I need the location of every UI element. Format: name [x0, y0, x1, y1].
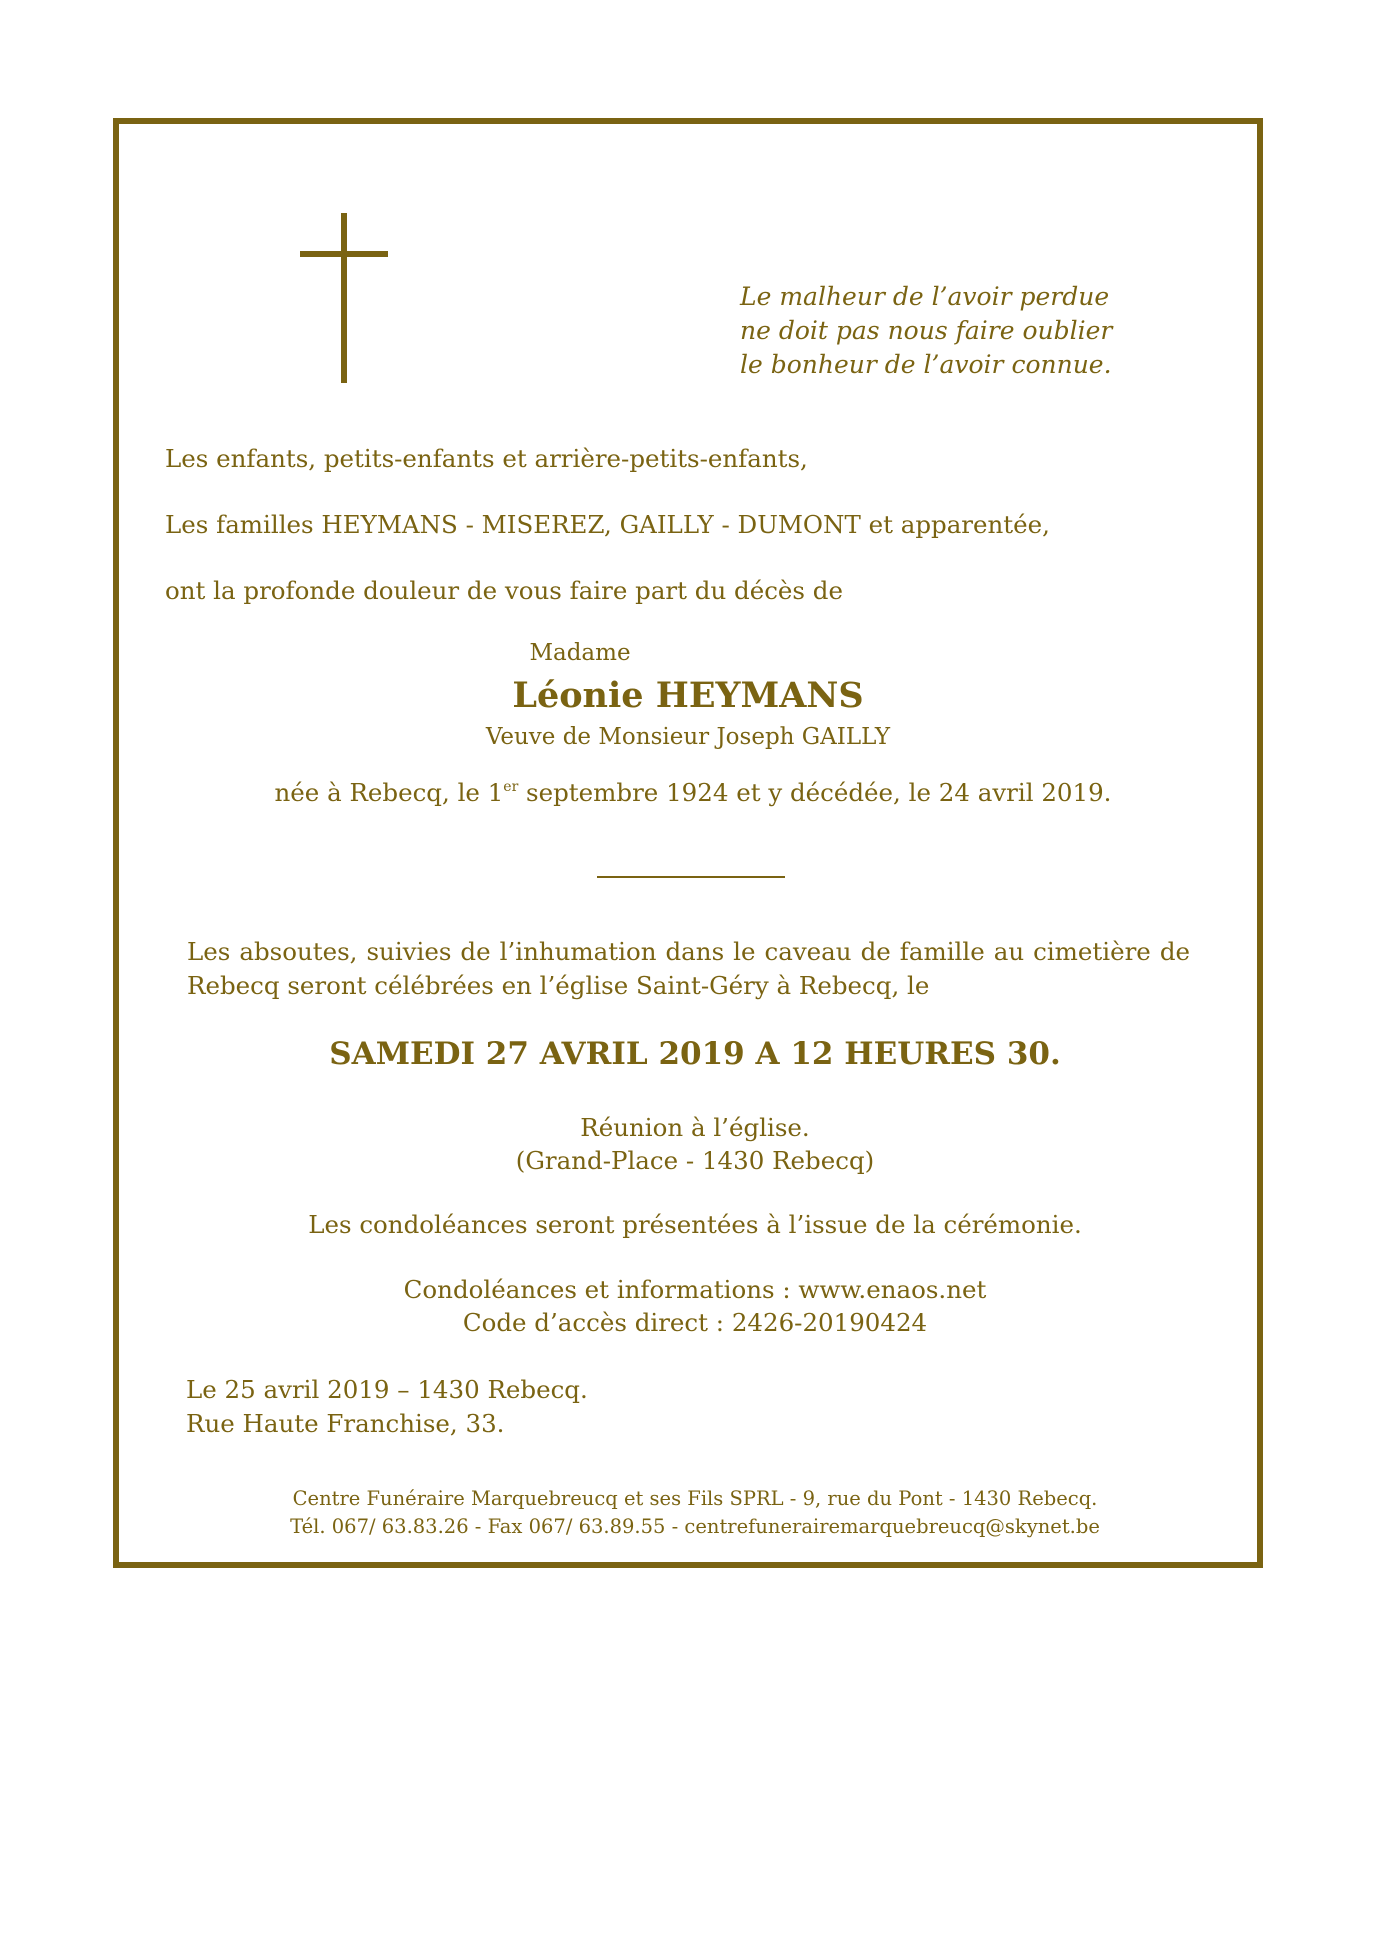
ceremony-datetime: SAMEDI 27 AVRIL 2019 A 12 HEURES 30.: [329, 1036, 1061, 1072]
dates-superscript: er: [503, 779, 519, 795]
ceremony-meeting: Réunion à l’église.: [580, 1113, 810, 1142]
quote-line-3: le bonheur de l’avoir connue.: [740, 350, 1112, 379]
condolences-note: Les condoléances seront présentées à l’issue de la cérémonie.: [308, 1210, 1082, 1239]
deceased-dates: [118, 778, 1268, 807]
memorial-quote: [740, 280, 1200, 382]
cross-icon: [300, 213, 388, 383]
dates-rest-part: septembre 1924 et y décédée, le 24 avril 2019.: [518, 778, 1112, 807]
access-code: Code d’accès direct : 2426-20190424: [462, 1308, 928, 1337]
announcement-families: Les familles HEYMANS - MISEREZ, GAILLY - DUMONT et apparentée,: [165, 510, 1050, 539]
dates-birth-part: née à Rebecq, le 1: [274, 778, 504, 807]
condolences-info: Condoléances et informations : www.enaos.net: [403, 1275, 987, 1304]
announcement-children: Les enfants, petits-enfants et arrière-petits-enfants,: [165, 444, 808, 473]
deceased-title: Madame: [529, 640, 631, 666]
quote-line-2: ne doit pas nous faire oublier: [740, 316, 1113, 345]
deceased-spouse: Veuve de Monsieur Joseph GAILLY: [485, 724, 891, 750]
announcement-notice: ont la profonde douleur de vous faire part du décès de: [165, 576, 843, 605]
sender-date-place: Le 25 avril 2019 – 1430 Rebecq.: [186, 1375, 588, 1404]
separator-line: [597, 876, 785, 878]
quote-line-1: Le malheur de l’avoir perdue: [740, 282, 1110, 311]
ceremony-text: [187, 935, 1190, 1003]
deceased-name: Léonie HEYMANS: [512, 675, 864, 716]
ceremony-text-line-2: Rebecq seront célébrées en l’église Saint-Géry à Rebecq, le: [187, 971, 930, 1000]
ceremony-address: (Grand-Place - 1430 Rebecq): [515, 1146, 875, 1175]
footer-contact: Tél. 067/ 63.83.26 - Fax 067/ 63.89.55 - centrefunerairemarquebreucq@skynet.be: [290, 1515, 1100, 1538]
ceremony-text-line-1: Les absoutes, suivies de l’inhumation dans le caveau de famille au cimetière de: [187, 937, 1190, 966]
sender-street: Rue Haute Franchise, 33.: [186, 1409, 505, 1438]
footer-company: Centre Funéraire Marquebreucq et ses Fils SPRL - 9, rue du Pont - 1430 Rebecq.: [292, 1487, 1098, 1510]
